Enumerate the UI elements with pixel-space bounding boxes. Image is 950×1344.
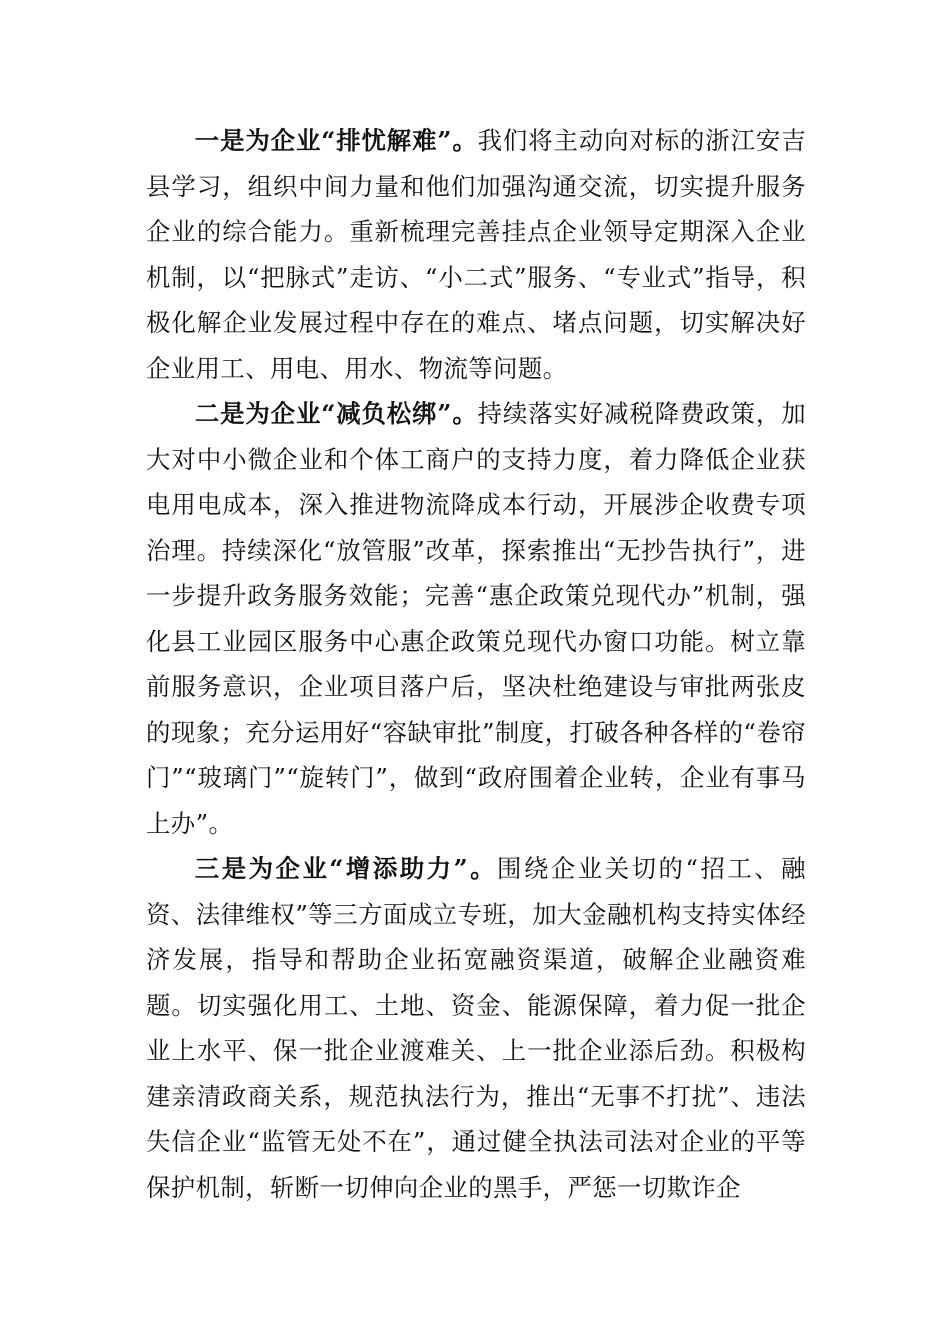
paragraph-1-lead: 一是为企业“排忧解难”。: [194, 126, 478, 155]
paragraph-1-body: 我们将主动向对标的浙江安吉县学习，组织中间力量和他们加强沟通交流，切实提升服务企业的综合能力。重新梳理完善挂点企业领导定期深入企业机制，以“把脉式”走访、“小二式”服务、“专业式”指导，积极化解企业发展过程中存在的难点、堵点问题，切实解决好企业用工、用电、用水、物流等问题。: [146, 126, 806, 383]
paragraph-3-lead: 三是为企业“增添助力”。: [194, 854, 498, 883]
paragraph-2: [146, 391, 806, 846]
paragraph-2-body: 持续落实好减税降费政策，加大对中小微企业和个体工商户的支持力度，着力降低企业获电用电成本，深入推进物流降成本行动，开展涉企收费专项治理。持续深化“放管服”改革，探索推出“无抄告执行”，进一步提升政务服务效能；完善“惠企政策兑现代办”机制，强化县工业园区服务中心惠企政策兑现代办窗口功能。树立靠前服务意识，企业项目落户后，坚决杜绝建设与审批两张皮的现象；充分运用好“容缺审批”制度，打破各种各样的“卷帘门”“玻璃门”“旋转门”，做到“政府围着企业转，企业有事马上办”。: [146, 399, 806, 838]
document-page: [146, 118, 806, 1210]
paragraph-3: [146, 846, 806, 1210]
paragraph-3-body: 围绕企业关切的“招工、融资、法律维权”等三方面成立专班，加大金融机构支持实体经济发展，指导和帮助企业拓宽融资渠道，破解企业融资难题。切实强化用工、土地、资金、能源保障，着力促一批企业上水平、保一批企业渡难关、上一批企业添后劲。积极构建亲清政商关系，规范执法行为，推出“无事不打扰”、违法失信企业“监管无处不在”，通过健全执法司法对企业的平等保护机制，斩断一切伸向企业的黑手，严惩一切欺诈企: [146, 854, 806, 1202]
paragraph-2-lead: 二是为企业“减负松绑”。: [194, 399, 478, 428]
paragraph-1: [146, 118, 806, 391]
